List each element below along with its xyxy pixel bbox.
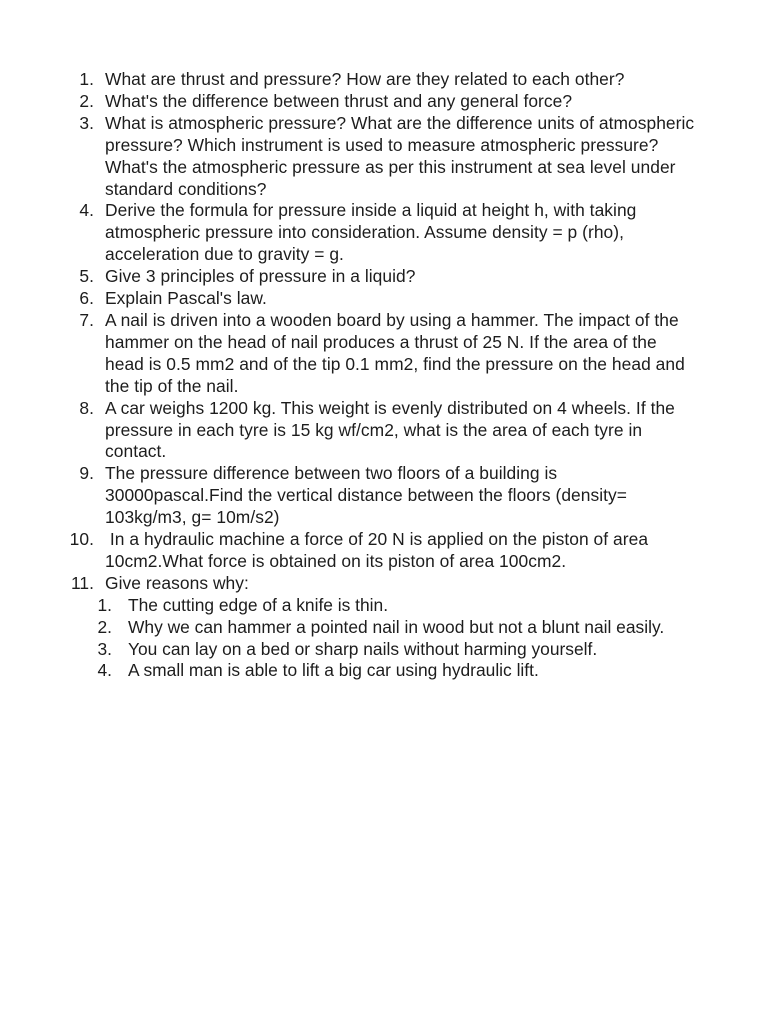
reason-item: [0, 595, 768, 617]
question-text: Give 3 principles of pressure in a liquid?: [105, 266, 416, 287]
reason-item: [0, 660, 768, 682]
question-text: A nail is driven into a wooden board by using a hammer. The impact of the hammer on the head of nail produces a thrust of 25 N. If the area of the head is 0.5 mm2 and of the tip 0.1 mm2, find the pressure on the head and the tip of the nail.: [105, 309, 685, 396]
question-number: 11.: [70, 572, 94, 593]
question-number: 5.: [79, 266, 94, 287]
question-text: What is atmospheric pressure? What are the difference units of atmospheric pressure? Which instrument is used to measure atmospheric pressure? What's the atmospheric pressure as per this instrument at sea level under standard conditions?: [105, 112, 695, 199]
reason-text: A small man is able to lift a big car using hydraulic lift.: [128, 660, 539, 681]
question-text: Derive the formula for pressure inside a liquid at height h, with taking atmospheric pressure into consideration. Assume density = p (rho), acceleration due to gravity = g.: [105, 200, 637, 265]
question-item: [0, 69, 768, 91]
question-text: A car weighs 1200 kg. This weight is evenly distributed on 4 wheels. If the pressure in each tyre is 15 kg wf/cm2, what is the area of each tyre in contact.: [105, 397, 675, 462]
question-text: The pressure difference between two floors of a building is 30000pascal.Find the vertical distance between the floors (density= 103kg/m3, g= 10m/s2): [105, 463, 627, 528]
question-number: 3.: [79, 112, 94, 133]
reason-item: [0, 617, 768, 639]
question-text: Give reasons why:: [105, 572, 249, 593]
question-item: [0, 113, 768, 201]
question-text: Explain Pascal's law.: [105, 288, 267, 309]
question-number: 7.: [79, 309, 94, 330]
question-number: 4.: [79, 200, 94, 221]
question-text: What are thrust and pressure? How are they related to each other?: [105, 69, 625, 89]
reason-text: You can lay on a bed or sharp nails without harming yourself.: [128, 638, 598, 659]
question-number: 6.: [79, 288, 94, 309]
question-number: 1.: [79, 69, 94, 89]
question-item: [0, 529, 768, 573]
reason-number: 2.: [97, 616, 112, 637]
question-item: [0, 463, 768, 529]
reason-text: The cutting edge of a knife is thin.: [128, 594, 389, 615]
question-item: [0, 288, 768, 310]
question-number: 2.: [79, 90, 94, 111]
question-text: What's the difference between thrust and any general force?: [105, 90, 573, 111]
reason-number: 1.: [97, 594, 112, 615]
question-number: 10.: [69, 529, 94, 550]
question-item: [0, 310, 768, 398]
question-number: 8.: [79, 397, 94, 418]
question-list: [0, 69, 768, 682]
question-item: [0, 573, 768, 595]
question-item: [0, 266, 768, 288]
question-item: [0, 200, 768, 266]
question-number: 9.: [79, 463, 94, 484]
question-item: [0, 91, 768, 113]
reason-item: [0, 639, 768, 661]
reason-number: 3.: [97, 638, 112, 659]
reason-text: Why we can hammer a pointed nail in wood but not a blunt nail easily.: [128, 616, 665, 637]
reason-number: 4.: [97, 660, 112, 681]
question-text: In a hydraulic machine a force of 20 N is applied on the piston of area 10cm2.What force is obtained on its piston of area 100cm2.: [105, 529, 653, 571]
question-item: [0, 398, 768, 464]
